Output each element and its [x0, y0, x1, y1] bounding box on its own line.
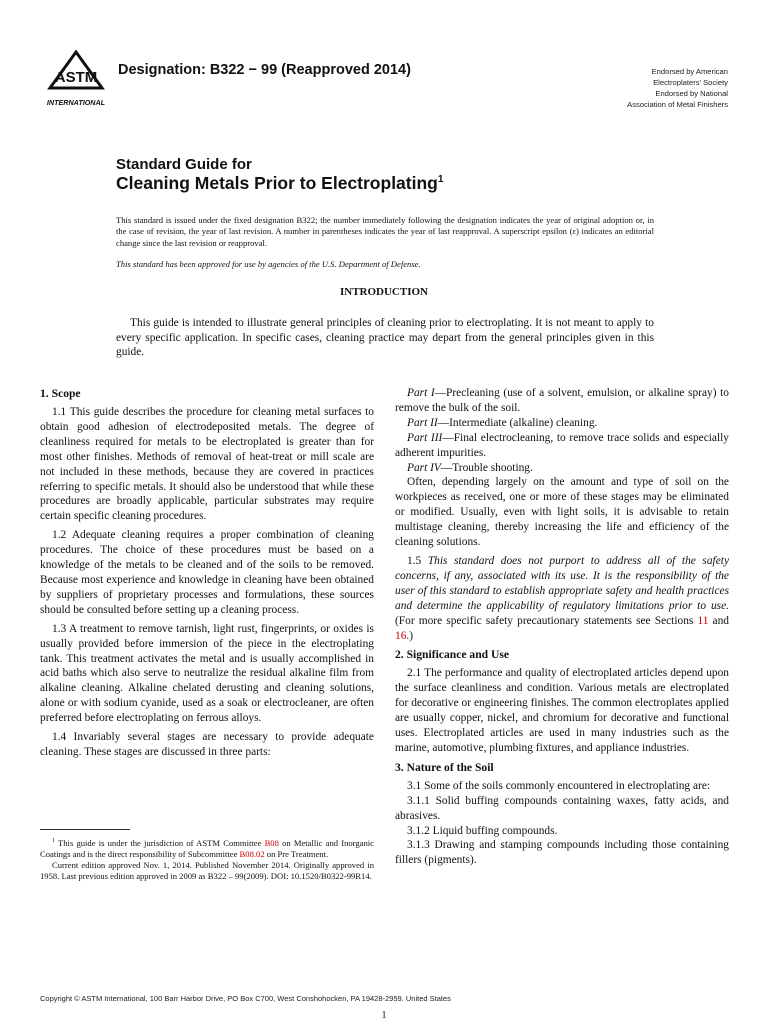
section-11-link[interactable]: 11 — [697, 614, 709, 627]
p1-5-safety-text: This standard does not purport to address all of the safety concerns, if any, associated with its use. It is the responsibility of the user of this standard to establish appropriate safety and health practices and determine the applicability of regulatory limitations prior to use. — [395, 554, 729, 612]
issued-note: This standard is issued under the fixed designation B322; the number immediately following the designation indicates the year of original adoption or, in the case of revision, the year of last revision. A number in parentheses indicates the year of last reapproval. A superscript epsilon (ε) indicates an editorial change since the last revision or reapproval. — [116, 215, 654, 248]
dod-note: This standard has been approved for use by agencies of the U.S. Department of Defense. — [116, 259, 421, 269]
title-line-2 — [116, 173, 443, 194]
paragraph-often: Often, depending largely on the amount and type of soil on the workpieces as received, one or more of these stages may be eliminated or modified. Usually, even with light soils, it is advisable to retain multistage cleaning, thereby increasing the life and efficiency of the cleaning solutions. — [395, 476, 729, 549]
page-number: 1 — [381, 1010, 387, 1021]
endorsement-line: Endorsed by American — [651, 67, 728, 76]
paragraph-3-1: 3.1 Some of the soils commonly encountered in electroplating are: — [407, 779, 711, 792]
endorsement-line: Electroplaters' Society — [653, 78, 728, 87]
right-column — [395, 386, 729, 868]
paragraph-1-4: 1.4 Invariably several stages are necessary to provide adequate cleaning. These stages are discussed in three parts: — [40, 731, 374, 758]
part-3-text: —Final electrocleaning, to remove trace solids and especially adherent impurities. — [395, 431, 729, 459]
part-3-label: Part III — [407, 431, 443, 444]
section-heading-soil: 3. Nature of the Soil — [395, 760, 494, 774]
endorsement-line: Endorsed by National — [655, 89, 728, 98]
section-16-link[interactable]: 16 — [395, 629, 407, 642]
part-2-text: —Intermediate (alkaline) cleaning. — [437, 416, 598, 429]
paragraph-3-1-2: 3.1.2 Liquid buffing compounds. — [407, 824, 558, 837]
footnote-jurisdiction — [40, 836, 374, 860]
paragraph-2-1: 2.1 The performance and quality of electroplated articles depend upon the surface cleanliness and condition. Various metals are electroplated for decorative or engineering finishes. The common electroplates applied are usually copper, nickel, and chromium for decorative and functional uses. Electroplated articles are used in many industries such as the marine, automotive, plumbing fixtures, and appliance industries. — [395, 667, 729, 754]
designation: Designation: B322 − 99 (Reapproved 2014) — [118, 62, 411, 78]
title-text: Cleaning Metals Prior to Electroplating — [116, 173, 438, 193]
section-heading-significance: 2. Significance and Use — [395, 648, 510, 662]
committee-b08-link[interactable]: B08 — [264, 837, 279, 848]
part-4 — [395, 461, 729, 476]
p1-5-number: 1.5 — [407, 554, 428, 567]
introduction-heading: INTRODUCTION — [339, 286, 428, 298]
paragraph-3-1-1: 3.1.1 Solid buffing compounds containing waxes, fatty acids, and abrasives. — [395, 794, 729, 822]
astm-logo — [40, 48, 112, 108]
part-4-label: Part IV — [407, 461, 441, 474]
footnote-text-a: This guide is under the jurisdiction of ASTM Committee — [55, 837, 265, 848]
paragraph-1-3: 1.3 A treatment to remove tarnish, light rust, fingerprints, or oxides is usually provided before immersion of the piece in the electroplating tank. This treatment activates the metal and is usually accomplished in acid baths which also serve to neutralize the residual alkaline film from alkaline cleaning. Alkaline chelated derusting and cleaning solutions, alone or with sodium cyanide, used as a soak or electrocleaner, are often preferred before electroplating on ferrous alloys. — [40, 622, 374, 725]
part-3 — [395, 431, 729, 461]
p1-5-tail: (For more specific safety precautionary statements see Sections — [395, 614, 698, 627]
logo-letters: ASTM — [54, 69, 98, 86]
subcommittee-b0802-link[interactable]: B08.02 — [239, 849, 265, 860]
title-footnote-ref[interactable]: 1 — [437, 174, 444, 186]
endorsements — [627, 66, 728, 110]
logo-subtitle: INTERNATIONAL — [46, 98, 106, 107]
paragraph-3-1-3: 3.1.3 Drawing and stamping compounds including those containing fillers (pigments). — [395, 839, 729, 867]
paragraph-1-1: 1.1 This guide describes the procedure for cleaning metal surfaces to obtain good adhesion of electrodeposited metals. The degree of cleanliness required for metals to be electroplated is greater than for most other finishes. Methods of removal of heat-treat or mill scale are not included in these methods, because they are covered in practices referring to specific metals. It should also be understood that while these procedures are broadly applicable, particular substrates may require certain specific cleaning procedures. — [40, 406, 374, 523]
part-1 — [395, 386, 729, 416]
part-2-label: Part II — [407, 416, 438, 429]
part-1-label: Part I — [407, 387, 435, 399]
p1-5-close: .) — [406, 629, 414, 642]
introduction-text: This guide is intended to illustrate general principles of cleaning prior to electroplating. It is not meant to apply to every specific application. In specific cases, cleaning practice may depart from the general principles given in this guide. — [116, 317, 654, 359]
footnote — [40, 836, 374, 883]
paragraph-1-2: 1.2 Adequate cleaning requires a proper combination of cleaning procedures. The choice of these procedures must be based on a knowledge of the metals to be cleaned and of the soils to be removed. Because most experience and knowledge in cleaning have been obtained by suppliers of proprietary processes and formulations, these sources should be consulted before setting up a cleaning process. — [40, 529, 374, 616]
paragraph-1-5 — [395, 554, 729, 643]
footnote-marker: 1 — [52, 838, 55, 844]
footnote-text-b: on Metallic and Inorganic Coatings and is the direct responsibility of Subcommittee — [40, 837, 374, 860]
copyright: Copyright © ASTM International, 100 Barr Harbor Drive, PO Box C700, West Conshohocken, PA 19428-2959. United States — [40, 994, 451, 1003]
footnote-rule — [40, 829, 130, 830]
part-4-text: —Trouble shooting. — [440, 461, 533, 474]
left-column — [40, 386, 374, 764]
endorsement-line: Association of Metal Finishers — [627, 100, 728, 109]
footnote-edition: Current edition approved Nov. 1, 2014. Published November 2014. Originally approved in 1958. Last previous edition approved in 2009 as B322 – 99(2009). DOI: 10.1520/B0322-99R14. — [40, 860, 374, 882]
title-line-1: Standard Guide for — [116, 156, 252, 173]
footnote-text-c: on Pre Treatment. — [264, 849, 329, 860]
part-1-text: —Precleaning (use of a solvent, emulsion, or alkaline spray) to remove the bulk of the soil. — [395, 387, 729, 414]
part-2 — [395, 416, 729, 431]
section-heading-scope: 1. Scope — [40, 387, 81, 400]
p1-5-and: and — [708, 614, 729, 627]
